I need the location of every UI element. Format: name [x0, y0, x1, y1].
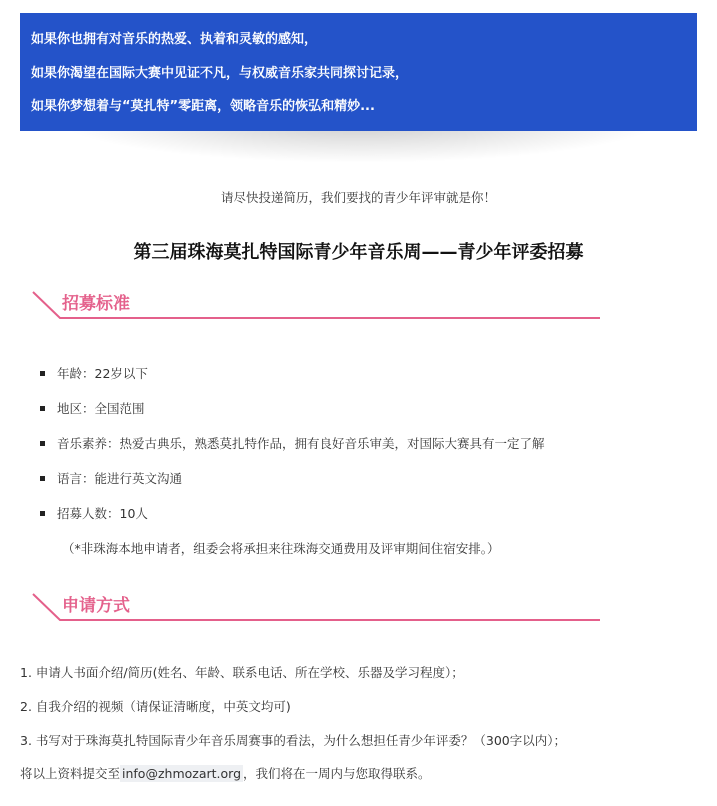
bullet-icon: [40, 406, 45, 411]
list-item: 语言：能进行英文沟通: [40, 469, 182, 487]
section-title: 申请方式: [62, 596, 130, 616]
banner-line: 如果你渴望在国际大赛中见证不凡，与权威音乐家共同探讨记录，: [31, 65, 409, 81]
email-link[interactable]: info@zhmozart.org: [122, 766, 242, 781]
banner-line: 如果你也拥有对音乐的热爱、执着和灵敏的感知，: [31, 32, 318, 47]
list-item: 2. 自我介绍的视频（请保证清晰度，中英文均可): [20, 699, 291, 714]
list-item: 3. 书写对于珠海莫扎特国际青少年音乐周赛事的看法，为什么想担任青少年评委？（300字以内）；: [20, 733, 567, 748]
intro-text: 请尽快投递简历，我们要找的青少年评审就是你！: [220, 190, 496, 205]
submit-prefix: 将以上资料提交至: [20, 766, 121, 781]
list-item: 地区：全国范围: [40, 399, 145, 417]
criteria-note: （*非珠海本地申请者，组委会将承担来往珠海交通费用及评审期间住宿安排。）: [62, 541, 500, 556]
banner-line: 如果你梦想着与“莫扎特”零距离，领略音乐的恢弘和精妙...: [31, 99, 375, 114]
list-item: 招募人数：10人: [40, 504, 148, 522]
bullet-icon: [40, 371, 45, 376]
list-item: 音乐素养：热爱古典乐，熟悉莫扎特作品，拥有良好音乐审美，对国际大赛具有一定了解: [40, 434, 545, 452]
list-item: 1. 申请人书面介绍/简历(姓名、年龄、联系电话、所在学校、乐器及学习程度）；: [20, 665, 464, 680]
section-title: 招募标准: [62, 294, 130, 314]
page-title: 第三届珠海莫扎特国际青少年音乐周——青少年评委招募: [133, 242, 584, 263]
submit-instruction: [20, 764, 431, 782]
section-heading-apply: [30, 590, 605, 630]
bullet-icon: [40, 511, 45, 516]
bullet-icon: [40, 476, 45, 481]
list-item: 年龄：22岁以下: [40, 364, 148, 382]
intro-banner: [20, 13, 697, 131]
bullet-icon: [40, 441, 45, 446]
section-heading-criteria: [30, 288, 605, 328]
submit-suffix: ，我们将在一周内与您取得联系。: [243, 766, 431, 781]
